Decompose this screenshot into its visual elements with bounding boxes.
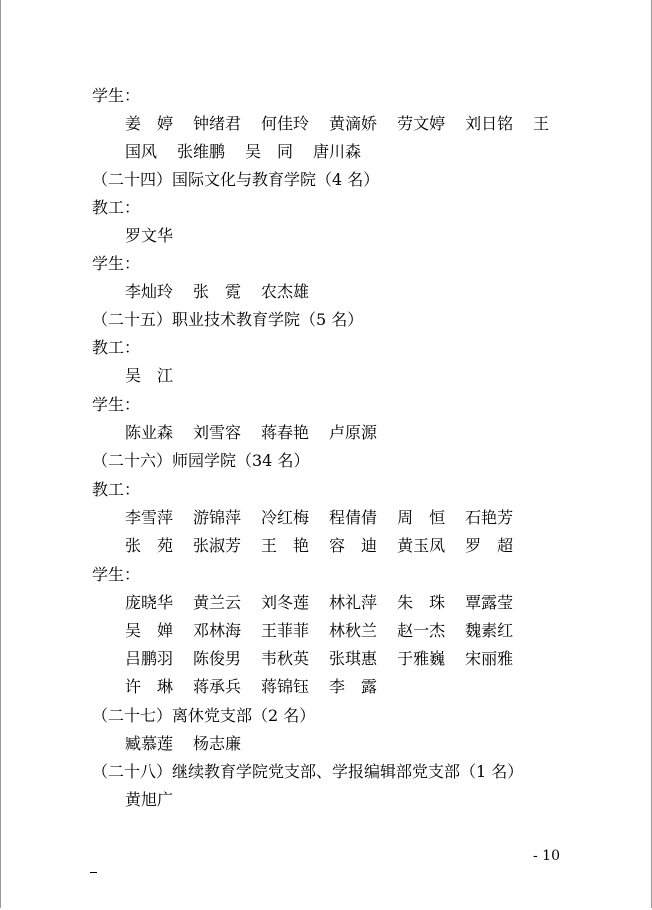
name: 姜 婷 [125,114,174,133]
name: 吴 婵 [125,621,174,640]
name: 于雅巍 [397,649,446,668]
page-number: - 10 [533,848,560,864]
section-heading: （二十八）继续教育学院党支部、学报编辑部党支部（1 名） [92,762,524,781]
name: 韦秋英 [261,649,310,668]
name-row [125,423,377,443]
name: 蒋承兵 [193,677,242,696]
name: 张 苑 [125,536,174,555]
label-students: 学生： [92,86,141,105]
name: 石艳芳 [465,508,514,527]
name-row [125,226,173,246]
label-staff: 教工： [92,338,141,357]
name: 何佳玲 [261,114,310,133]
name: 程倩倩 [329,508,378,527]
name-row [125,114,549,134]
name: 游锦萍 [193,508,242,527]
section-heading: （二十七）离休党支部（2 名） [92,706,316,725]
section-heading: （二十五）职业技术教育学院（5 名） [92,310,364,329]
name-row [125,536,513,556]
name: 李灿玲 [125,282,174,301]
section-heading: （二十四）国际文化与教育学院（4 名） [92,170,380,189]
name: 钟绪君 [193,114,242,133]
name-row [125,649,513,669]
label-staff: 教工： [92,480,141,499]
name: 冷红梅 [261,508,310,527]
name: 刘日铭 [465,114,514,133]
name: 王菲菲 [261,621,310,640]
name: 周 恒 [397,508,446,527]
footer-mark [90,872,97,873]
name: 陈俊男 [193,649,242,668]
name: 朱 珠 [397,593,446,612]
name: 臧慕莲 [125,734,174,753]
name-row [125,790,173,810]
name: 吕鹏羽 [125,649,174,668]
name: 李 露 [329,677,378,696]
name: 宋丽雅 [465,649,514,668]
name-row [125,508,513,528]
name-row [125,734,241,754]
name: 魏素红 [465,621,514,640]
name: 覃露莹 [465,593,514,612]
name: 杨志廉 [193,734,242,753]
name: 李雪萍 [125,508,174,527]
name: 庞晓华 [125,593,174,612]
label-students: 学生： [92,395,141,414]
name: 黄旭广 [125,790,174,809]
name: 劳文婷 [397,114,446,133]
name: 蒋春艳 [261,423,310,442]
name: 刘雪容 [193,423,242,442]
name-row [125,593,513,613]
name: 卢原源 [329,423,378,442]
section-heading: （二十六）师园学院（34 名） [92,451,310,470]
name: 蒋锦钰 [261,677,310,696]
name: 吴 江 [125,366,174,385]
label-students: 学生： [92,565,141,584]
name: 张 霓 [193,282,242,301]
name: 王 艳 [261,536,310,555]
name: 国风 [125,142,158,161]
name: 王 [533,114,550,133]
label-staff: 教工： [92,198,141,217]
name: 许 琳 [125,677,174,696]
name: 罗文华 [125,226,174,245]
name: 邓林海 [193,621,242,640]
label-students: 学生： [92,254,141,273]
name: 张淑芳 [193,536,242,555]
name: 林秋兰 [329,621,378,640]
name-row [125,282,309,302]
name: 张琪惠 [329,649,378,668]
name: 张维鹏 [177,142,226,161]
name: 吴 同 [245,142,294,161]
name-row [125,677,377,697]
name-row [125,621,513,641]
name: 赵一杰 [397,621,446,640]
name-row [125,142,361,162]
name: 林礼萍 [329,593,378,612]
name: 黄兰云 [193,593,242,612]
name: 陈业森 [125,423,174,442]
name: 刘冬莲 [261,593,310,612]
name: 罗 超 [465,536,514,555]
name: 容 迪 [329,536,378,555]
name: 黄滴娇 [329,114,378,133]
name-row [125,366,173,386]
name: 农杰雄 [261,282,310,301]
name: 黄玉凤 [397,536,446,555]
name: 唐川森 [313,142,362,161]
